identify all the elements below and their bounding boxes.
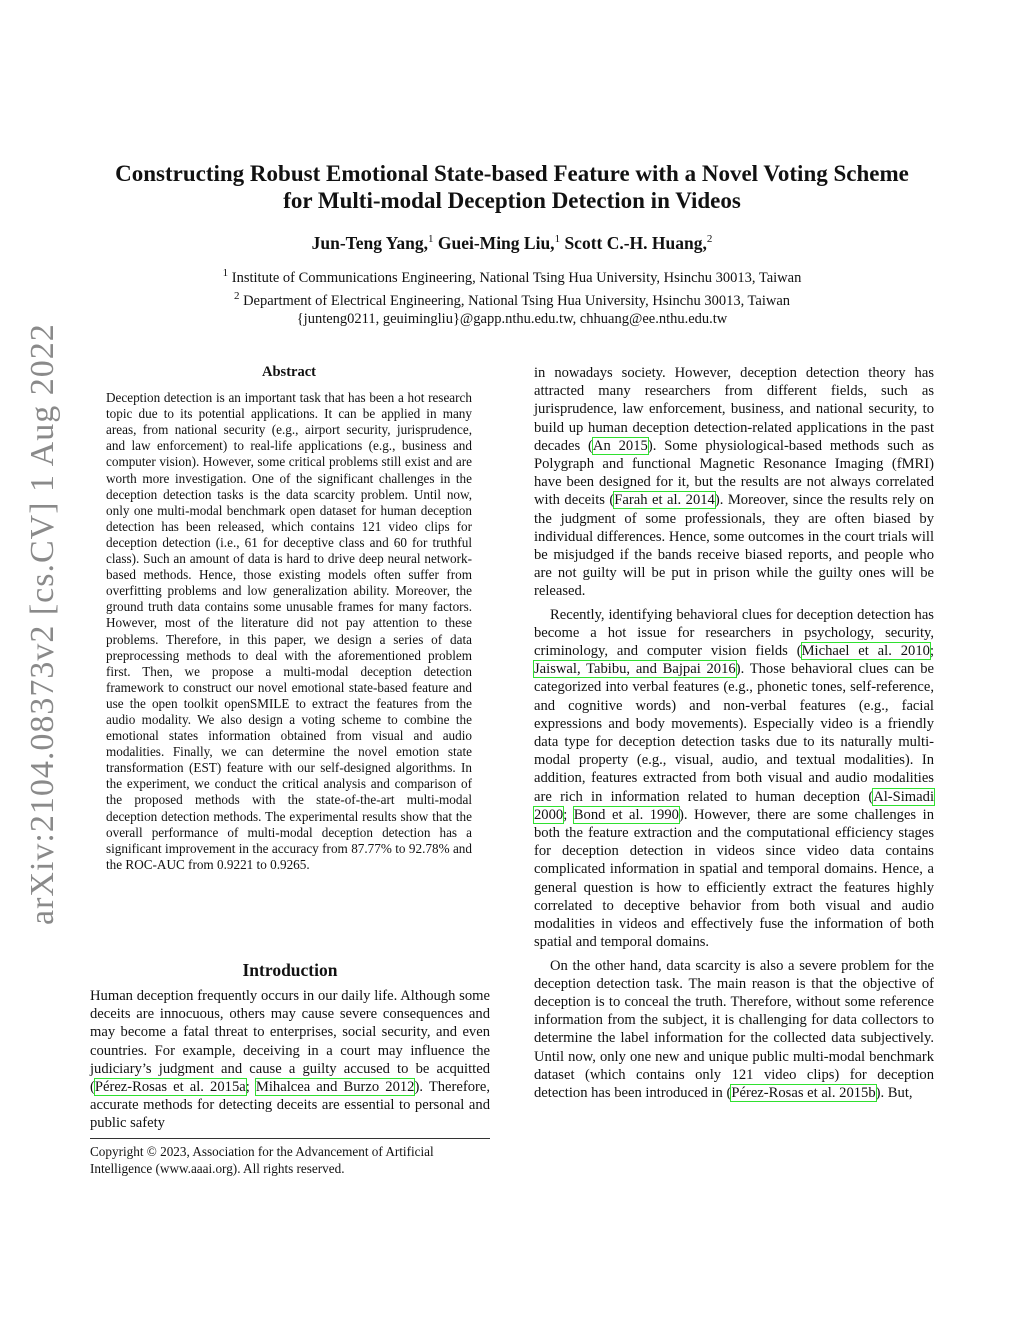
citation-link[interactable]: Farah et al. 2014 [614,492,715,509]
abstract-text: Deception detection is an important task that has been a hot research topic due to its potential applications. It can be applied in many areas, from national security (e.g., airport security, jurisprudence, and law enforcement) to real-life applications (e.g., business and computer vision). However, some critical problems still exist and are worth more investigation. One of the significant challenges in the deception detection tasks is the data scarcity problem. Until now, only one multi-modal benchmark open dataset for human deception detection has been released, which contains 121 video clips for deception detection (i.e., 61 for deceptive class and 60 for truthful class). Such an amount of data is hard to drive deep neural network-based methods. Hence, those existing models often suffer from overfitting problems and low generalization ability. Moreover, the ground truth data contains some unusable frames for many factors. However, most of the literature did not pay attention to these problems. Therefore, in this paper, we design a series of data preprocessing methods to deal with the aforementioned problem first. Then, we propose a multi-modal deception detection framework to construct our novel emotional state-based feature and use the open toolkit openSMILE to extract the features from the audio modality. We also design a voting scheme to combine the emotional states information obtained from visual and audio modalities. Finally, we can determine the novel emotion state transformation (EST) feature with our self-designed algorithms. In the experiment, we conduct the critical analysis and comparison of the proposed methods with the state-of-the-art multi-modal deception detection methods. The experimental results show that the overall performance of multi-modal deception detection has a significant improvement in the accuracy from 87.77% to 92.78% and the ROC-AUC from 0.9221 to 0.9265. [106,390,472,872]
affiliation-1: $^1$ Institute of Communications Engineering, National Tsing Hua University, Hsinchu 30013, Taiwan [222,267,802,286]
author-3: Scott C.-H. Huang,$^2$ [564,233,713,253]
copyright-notice: Copyright © 2023, Association for the Advancement of Artificial Intelligence (www.aaai.org). All rights reserved. [90,1138,490,1177]
affiliation-2: $^2$ Department of Electrical Engineering, National Tsing Hua University, Hsinchu 30013, Taiwan [233,289,791,309]
paper-title [60,160,964,214]
right-paragraph-2: Recently, identifying behavioral clues for deception detection has become a hot issue for researchers in psychology, security, criminology, and computer vision fields (Michael et al. 2010; Jaiswal, Tabibu, and Bajpai 2016). Those behavioral clues can be categorized into verbal features (e.g., phonetic tones, self-reference, and cognitive words) and non-verbal features (e.g., facial expressions and body movements). Especially video is a friendly data type for deception detection tasks due to its naturally multi-modal property (e.g., visual, audio, and textual modalities). In addition, features extracted from both visual and audio modalities are rich in information related to human deception (Al-Simadi 2000; Bond et al. 1990). However, there are some challenges in both the feature extraction and the computational efficiency stages for deception detection in videos since video data contains complicated information in spatial and temporal domains. Hence, a general question is how to efficiently extract the features highly correlated to deceptive behavior from both visual and audio modalities in videos and effectively fuse the information of both spatial and temporal domains. [534,606,934,951]
author-emails: {junteng0211, geuimingliu}@gapp.nthu.edu.tw, chhuang@ee.nthu.edu.tw [296,310,728,327]
title-line-2: for Multi-modal Deception Detection in Videos [283,188,741,213]
citation-link[interactable]: Michael et al. 2010 [801,643,930,660]
author-2: Guei-Ming Liu,$^1$ [437,233,561,253]
citation-link[interactable]: Mihalcea and Burzo 2012 [255,1079,415,1096]
right-column [534,364,934,1107]
citation-link[interactable]: Al-Simadi 2000 [534,788,934,823]
citation-link[interactable]: Jaiswal, Tabibu, and Bajpai 2016 [534,661,736,678]
right-paragraph-1: in nowadays society. However, deception detection theory has attracted many researchers from different fields, such as jurisprudence, law enforcement, business, and national security, to build up human deception detection-related applications in the past decades (An 2015). Some physiological-based methods such as Polygraph and functional Magnetic Resonance Imaging (fMRI) have been designed for it, but the results are not always correlated with deceits (Farah et al. 2014). Moreover, since the results rely on the judgment of some professionals, they are often biased by individual differences. Hence, some outcomes in the court trials will be misjudged if the bands receive biased reports, and people who are not guilty will be put in prison while the guilty ones will be released. [534,365,935,600]
introduction-heading: Introduction [242,960,338,980]
affiliations [60,264,964,328]
introduction-body [90,987,490,1133]
citation-link[interactable]: Pérez-Rosas et al. 2015a [94,1079,246,1096]
citation-link[interactable]: An 2015 [592,437,648,454]
title-line-1: Constructing Robust Emotional State-based Feature with a Novel Voting Scheme [115,161,909,186]
author-1: Jun-Teng Yang,$^1$ [311,233,434,253]
arxiv-stamp: arXiv:2104.08373v2 [cs.CV] 1 Aug 2022 [24,323,61,925]
abstract-section [106,364,472,873]
right-paragraph-3: On the other hand, data scarcity is also a severe problem for the deception detection task. The main reason is that the objective of deception is to conceal the truth. Therefore, without some reference information from the subject, it is challenging for data collectors to determine the label information for the collected data subjectively. Until now, only one new and unique public multi-modal benchmark dataset (which contains only 121 video clips) for deception detection has been introduced in (Pérez-Rosas et al. 2015b). But, [534,957,934,1101]
intro-paragraph-1: Human deception frequently occurs in our daily life. Although some deceits are innocuous, others may cause severe consequences and may become a fatal threat to enterprises, social security, and even countries. For example, deceiving in a court may influence the judiciary’s judgment and cause a guilty accused to be acquitted (Pérez-Rosas et al. 2015a; Mihalcea and Burzo 2012). Therefore, accurate methods for detecting deceits are essential to personal and public safety [90,988,490,1132]
abstract-heading: Abstract [262,364,316,380]
citation-link[interactable]: Bond et al. 1990 [573,806,679,823]
author-list [60,233,964,254]
citation-link[interactable]: Pérez-Rosas et al. 2015b [731,1084,876,1101]
